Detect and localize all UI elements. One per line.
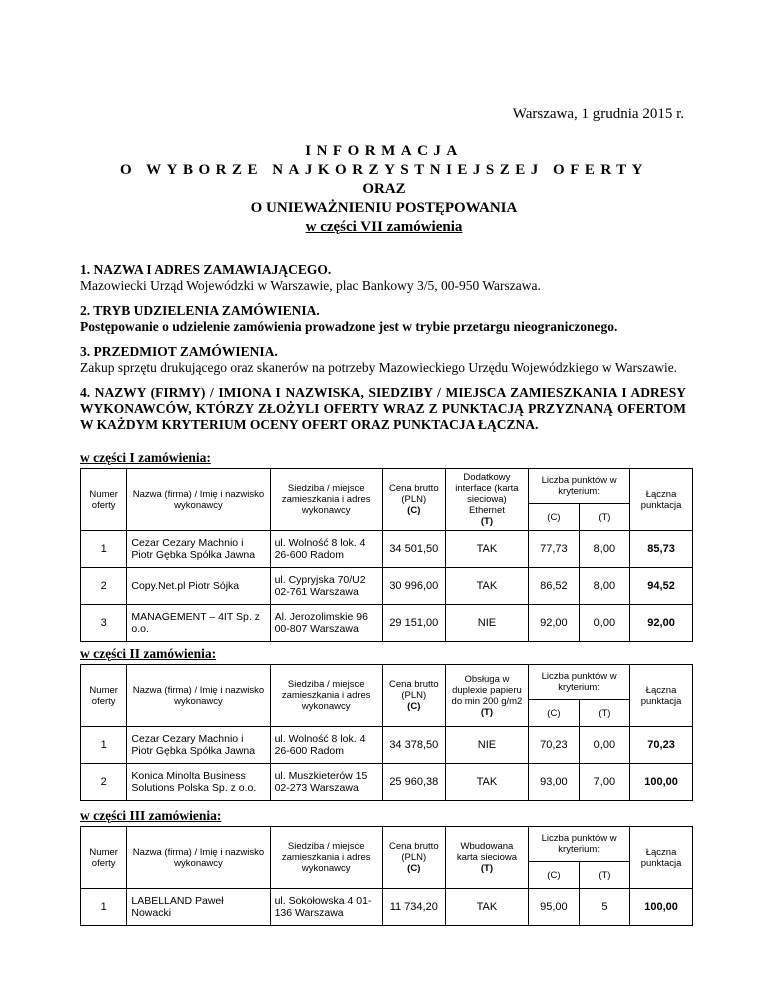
header-siedziba: Siedziba / miejsce zamieszkania i adres wykonawcy [270, 665, 382, 727]
header-laczna: Łączna punktacja [630, 827, 693, 889]
header-cena-label: Cena brutto (PLN) [388, 483, 439, 505]
section-3-text: Zakup sprzętu drukującego oraz skanerów na potrzeby Mazowieckiego Urzędu Wojewódzkiego w Warszawie. [80, 360, 678, 375]
cell-price: 29 151,00 [382, 605, 445, 642]
header-points-t: (T) [579, 862, 629, 889]
cell-points-c: 77,73 [529, 531, 579, 568]
header-criterion-mark: (T) [480, 863, 493, 874]
table-row [81, 764, 693, 801]
cell-num: 1 [81, 889, 127, 926]
header-points-t: (T) [579, 504, 629, 531]
cell-num: 3 [81, 605, 127, 642]
header-siedziba: Siedziba / miejsce zamieszkania i adres wykonawcy [270, 469, 382, 531]
header-laczna: Łączna punktacja [630, 469, 693, 531]
header-laczna: Łączna punktacja [630, 665, 693, 727]
header-criterion-label: Wbudowana karta sieciowa [456, 841, 518, 863]
header-points-c: (C) [529, 700, 579, 727]
header-liczba: Liczba punktów w kryterium: [529, 665, 630, 700]
cell-total: 100,00 [630, 889, 693, 926]
header-cena [382, 827, 445, 889]
header-cena-mark: (C) [407, 863, 421, 874]
cell-num: 2 [81, 764, 127, 801]
part-1-table [80, 468, 693, 642]
header-criterion-label: Obsługa w duplexie papieru do min 200 g/m2 [451, 673, 523, 707]
cell-address: ul. Wolność 8 lok. 4 26-600 Radom [270, 727, 382, 764]
header-points-c: (C) [529, 504, 579, 531]
cell-points-t: 5 [579, 889, 629, 926]
cell-points-c: 95,00 [529, 889, 579, 926]
cell-name: LABELLAND Paweł Nowacki [127, 889, 270, 926]
cell-address: ul. Sokołowska 4 01-136 Warszawa [270, 889, 382, 926]
header-cena-mark: (C) [407, 505, 421, 516]
part-3-table [80, 826, 693, 926]
cell-price: 34 501,50 [382, 531, 445, 568]
header-nazwa: Nazwa (firma) / Imię i nazwisko wykonawcy [127, 469, 270, 531]
table-row [81, 531, 693, 568]
cell-num: 2 [81, 568, 127, 605]
table-row [81, 889, 693, 926]
section-2 [80, 303, 686, 335]
cell-points-c: 70,23 [529, 727, 579, 764]
cell-name: Cezar Cezary Machnio i Piotr Gębka Spółka Jawna [127, 531, 270, 568]
cell-address: ul. Muszkieterów 15 02-273 Warszawa [270, 764, 382, 801]
header-nazwa: Nazwa (firma) / Imię i nazwisko wykonawcy [127, 827, 270, 889]
header-cena [382, 469, 445, 531]
cell-total: 92,00 [630, 605, 693, 642]
header-criterion [445, 665, 528, 727]
section-4-heading: 4. NAZWY (FIRMY) / IMIONA I NAZWISKA, SIEDZIBY / MIEJSCA ZAMIESZKANIA I ADRESY WYKONAWCÓW, KTÓRZY ZŁOŻYLI OFERTY WRAZ Z PUNKTACJĄ PRZYZNANĄ OFERTOM W KAŻDYM KRYTERIUM OCENY OFERT ORAZ PUNKTACJA ŁĄCZNA. [80, 385, 686, 432]
cell-price: 34 378,50 [382, 727, 445, 764]
header-numer: Numer oferty [81, 665, 127, 727]
cell-criterion: TAK [445, 531, 528, 568]
header-criterion-mark: (T) [480, 516, 493, 527]
cell-price: 25 960,38 [382, 764, 445, 801]
cell-num: 1 [81, 531, 127, 568]
document-title [0, 142, 768, 237]
cell-criterion: TAK [445, 568, 528, 605]
section-2-heading: 2. TRYB UDZIELENIA ZAMÓWIENIA. [80, 303, 320, 318]
title-line-4: O UNIEWAŻNIENIU POSTĘPOWANIA [250, 200, 518, 216]
section-3 [80, 344, 686, 376]
cell-points-c: 92,00 [529, 605, 579, 642]
header-cena [382, 665, 445, 727]
table-row [81, 727, 693, 764]
title-line-5: w części VII zamówienia [305, 219, 463, 235]
header-criterion [445, 469, 528, 531]
part-3-title: w części III zamówienia: [80, 808, 222, 823]
cell-name: MANAGEMENT – 4IT Sp. z o.o. [127, 605, 270, 642]
document-date: Warszawa, 1 grudnia 2015 r. [512, 106, 684, 122]
header-criterion [445, 827, 528, 889]
header-nazwa: Nazwa (firma) / Imię i nazwisko wykonawcy [127, 665, 270, 727]
section-2-text: Postępowanie o udzielenie zamówienia prowadzone jest w trybie przetargu nieograniczonego. [80, 319, 618, 334]
header-numer: Numer oferty [81, 827, 127, 889]
cell-price: 30 996,00 [382, 568, 445, 605]
header-criterion-label: Dodatkowy interface (karta sieciowa) Ethernet [455, 472, 519, 516]
header-cena-mark: (C) [407, 701, 421, 712]
title-line-2: O WYBORZE NAJKORZYSTNIEJSZEJ OFERTY [119, 162, 648, 178]
cell-total: 100,00 [630, 764, 693, 801]
table-header-row [81, 827, 693, 862]
cell-price: 11 734,20 [382, 889, 445, 926]
table-row [81, 568, 693, 605]
cell-name: Copy.Net.pl Piotr Sójka [127, 568, 270, 605]
cell-address: ul. Wolność 8 lok. 4 26-600 Radom [270, 531, 382, 568]
section-1 [80, 262, 686, 294]
part-1-title: w części I zamówienia: [80, 450, 211, 465]
section-1-heading: 1. NAZWA I ADRES ZAMAWIAJĄCEGO. [80, 262, 332, 277]
section-1-text: Mazowiecki Urząd Wojewódzki w Warszawie, plac Bankowy 3/5, 00-950 Warszawa. [80, 278, 541, 293]
cell-address: ul. Cypryjska 70/U2 02-761 Warszawa [270, 568, 382, 605]
header-cena-label: Cena brutto (PLN) [388, 679, 439, 701]
header-points-c: (C) [529, 862, 579, 889]
cell-total: 70,23 [630, 727, 693, 764]
cell-name: Konica Minolta Business Solutions Polska Sp. z o.o. [127, 764, 270, 801]
cell-address: Al. Jerozolimskie 96 00-807 Warszawa [270, 605, 382, 642]
cell-criterion: NIE [445, 605, 528, 642]
header-numer: Numer oferty [81, 469, 127, 531]
cell-criterion: TAK [445, 764, 528, 801]
cell-points-t: 0,00 [579, 605, 629, 642]
cell-total: 94,52 [630, 568, 693, 605]
cell-points-t: 8,00 [579, 568, 629, 605]
table-header-row [81, 469, 693, 504]
cell-name: Cezar Cezary Machnio i Piotr Gębka Spółka Jawna [127, 727, 270, 764]
table-row [81, 605, 693, 642]
cell-criterion: NIE [445, 727, 528, 764]
header-liczba: Liczba punktów w kryterium: [529, 469, 630, 504]
sections [80, 262, 686, 442]
cell-points-t: 8,00 [579, 531, 629, 568]
cell-total: 85,73 [630, 531, 693, 568]
cell-criterion: TAK [445, 889, 528, 926]
part-2-table [80, 664, 693, 801]
cell-points-c: 86,52 [529, 568, 579, 605]
table-header-row [81, 665, 693, 700]
section-4 [80, 385, 686, 433]
header-siedziba: Siedziba / miejsce zamieszkania i adres wykonawcy [270, 827, 382, 889]
cell-points-t: 0,00 [579, 727, 629, 764]
header-liczba: Liczba punktów w kryterium: [529, 827, 630, 862]
header-cena-label: Cena brutto (PLN) [388, 841, 439, 863]
title-line-3: ORAZ [362, 181, 406, 197]
cell-points-t: 7,00 [579, 764, 629, 801]
title-line-1: INFORMACJA [305, 143, 463, 159]
header-points-t: (T) [579, 700, 629, 727]
part-2-title: w części II zamówienia: [80, 646, 217, 661]
header-criterion-mark: (T) [480, 706, 493, 718]
section-3-heading: 3. PRZEDMIOT ZAMÓWIENIA. [80, 344, 278, 359]
cell-num: 1 [81, 727, 127, 764]
cell-points-c: 93,00 [529, 764, 579, 801]
